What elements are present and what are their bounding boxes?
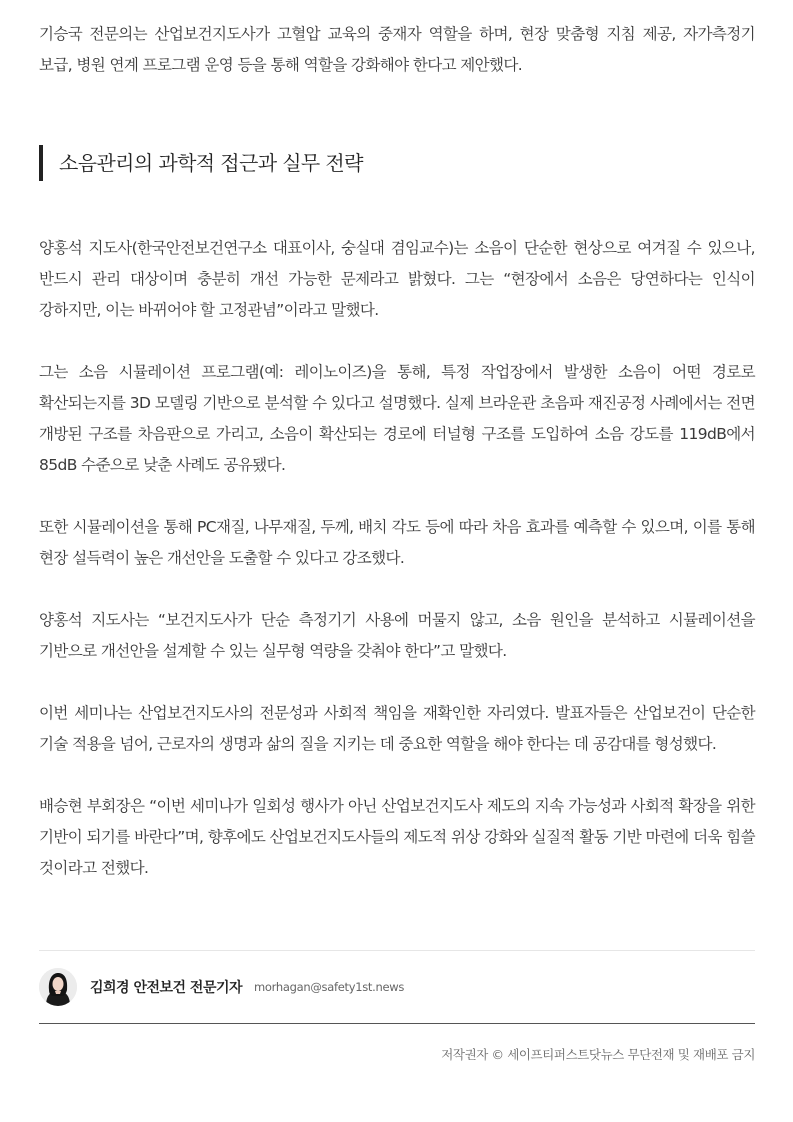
- section-heading: 소음관리의 과학적 접근과 실무 전략: [39, 145, 755, 181]
- intro-paragraph: 기승국 전문의는 산업보건지도사가 고혈압 교육의 중재자 역할을 하며, 현장 맞춤형 지침 제공, 자가측정기 보급, 병원 연계 프로그램 운영 등을 통해 역할을 강화해야 한다고 제안했다.: [39, 25, 755, 74]
- author-byline: [39, 950, 755, 1024]
- article-paragraph: 또한 시뮬레이션을 통해 PC재질, 나무재질, 두께, 배치 각도 등에 따라 차음 효과를 예측할 수 있으며, 이를 통해 현장 설득력이 높은 개선안을 도출할 수 있다고 강조했다.: [39, 518, 755, 567]
- article-body: [39, 0, 755, 1062]
- author-name-link[interactable]: 김희경 안전보건 전문기자: [90, 980, 243, 996]
- article-paragraph: 이번 세미나는 산업보건지도사의 전문성과 사회적 책임을 재확인한 자리였다. 발표자들은 산업보건이 단순한 기술 적용을 넘어, 근로자의 생명과 삶의 질을 지키는 데 중요한 역할을 해야 한다는 데 공감대를 형성했다.: [39, 704, 755, 753]
- article-paragraph: 양홍석 지도사(한국안전보건연구소 대표이사, 숭실대 겸임교수)는 소음이 단순한 현상으로 여겨질 수 있으나, 반드시 관리 대상이며 충분히 개선 가능한 문제라고 밝혔다. 그는 “현장에서 소음은 당연하다는 인식이 강하지만, 이는 바뀌어야 할 고정관념”이라고 말했다.: [39, 239, 755, 319]
- author-avatar-photo-icon: [39, 968, 77, 1006]
- copyright-notice: 저작권자 © 세이프티퍼스트닷뉴스 무단전재 및 재배포 금지: [441, 1047, 755, 1062]
- author-email-link[interactable]: morhagan@safety1st.news: [254, 980, 405, 994]
- article-paragraph: 양홍석 지도사는 “보건지도사가 단순 측정기기 사용에 머물지 않고, 소음 원인을 분석하고 시뮬레이션을 기반으로 개선안을 설계할 수 있는 실무형 역량을 갖춰야 한다”고 말했다.: [39, 611, 755, 660]
- article-paragraph: 그는 소음 시뮬레이션 프로그램(예: 레이노이즈)을 통해, 특정 작업장에서 발생한 소음이 어떤 경로로 확산되는지를 3D 모델링 기반으로 분석할 수 있다고 설명했다. 실제 브라운관 초음파 재진공정 사례에서는 전면 개방된 구조를 차음판으로 가리고, 소음이 확산되는 경로에 터널형 구조를 도입하여 소음 강도를 119dB에서 85dB 수준으로 낮춘 사례도 공유됐다.: [39, 363, 755, 474]
- author-avatar[interactable]: [39, 968, 77, 1006]
- article-paragraph: 배승현 부회장은 “이번 세미나가 일회성 행사가 아닌 산업보건지도사 제도의 지속 가능성과 사회적 확장을 위한 기반이 되기를 바란다”며, 향후에도 산업보건지도사들의 제도적 위상 강화와 실질적 활동 기반 마련에 더욱 힘쓸 것이라고 전했다.: [39, 797, 755, 877]
